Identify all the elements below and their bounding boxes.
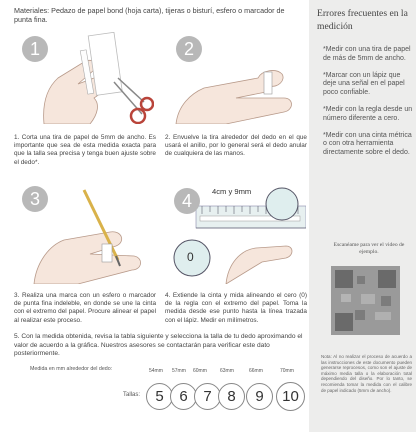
step-2-text: 2. Envuelve la tira alrededor del dedo en el que usará el anillo, por lo general será el dedo anular de cualquiera de las manos.: [165, 134, 307, 158]
step-2-number: 2: [176, 36, 202, 62]
materials-text: Materiales: Pedazo de papel bond (hoja carta), tijeras o bisturí, esfero o marcador de punta fina.: [14, 6, 285, 24]
errors-sidebar: [309, 0, 416, 432]
size-9: 9: [246, 383, 273, 410]
tip-item: *Medir con una cinta métrica o con otra herramienta directamente sobre el dedo.: [323, 131, 412, 157]
step-3-number: 3: [22, 186, 48, 212]
tip-item: *Medir con una tira de papel de más de 5mm de ancho.: [323, 46, 411, 62]
measure-70: 70mm: [280, 368, 294, 374]
size-5: 5: [146, 383, 173, 410]
measure-63: 63mm: [220, 368, 234, 374]
sizes-label: Tallas:: [123, 392, 141, 398]
step-5-text: 5. Con la medida obtenida, revisa la tabla siguiente y selecciona la talla de tu dedo aproximando el valor de acuerdo a la gráfica. Nuestros asesores se contactarán para verificar este dato posteriormente.: [14, 333, 303, 358]
qr-code-icon[interactable]: [331, 266, 400, 335]
step-3-text: 3. Realiza una marca con un esfero o marcador de punta fina indeleble, en donde se une la cinta con el extremo del papel. Procure alinear el papel al realizar este proceso.: [14, 292, 156, 324]
step-4-zero-label: 0: [187, 250, 194, 264]
scan-label: Escanéame para ver el video de ejemplo.: [333, 242, 405, 255]
size-10: 10: [276, 382, 305, 411]
tip-item: *Marcar con un lápiz que deje una señal en el papel poco confiable.: [323, 71, 405, 97]
step-4-measure-label: 4cm y 9mm: [212, 187, 252, 196]
size-8: 8: [218, 383, 245, 410]
measure-54: 54mm: [149, 368, 163, 374]
step-1-number: 1: [22, 36, 48, 62]
step-4-number: 4: [174, 188, 200, 214]
step-4-text: 4. Extiende la cinta y mida alineando el cero (0) de la regla con el extremo del papel. Toma la medida desde ese punto hasta la línea trazada con el lápiz. Medir en milímetros.: [165, 292, 307, 324]
sidebar-title: Errores frecuentes en la medición: [317, 8, 408, 32]
size-7: 7: [194, 383, 221, 410]
measure-57: 57mm: [172, 368, 186, 374]
measure-66: 66mm: [249, 368, 263, 374]
size-6: 6: [170, 383, 197, 410]
tip-item: *Medir con la regla desde un número diferente a cero.: [323, 105, 413, 122]
sidebar-note: Nota: Al no realizar el proceso de acuerdo a las instrucciones de este documento pueden generarse reprocesos, como son el ajuste de máximo media talla o la elaboración total dependiendo del diseño. Por lo tanto, se recomienda tomar la medida con el calibre de papel indicado (5mm de ancho).: [321, 354, 412, 393]
measure-label: Medida en mm alrededor del dedo:: [30, 366, 113, 372]
measure-60: 60mm: [193, 368, 207, 374]
tips-list: [323, 46, 413, 166]
step-1-text: 1. Corta una tira de papel de 5mm de ancho. Es importante que sea de esta medida exacta para que la talla sea precisa y tenga buen ajuste sobre el dedo*.: [14, 134, 156, 166]
